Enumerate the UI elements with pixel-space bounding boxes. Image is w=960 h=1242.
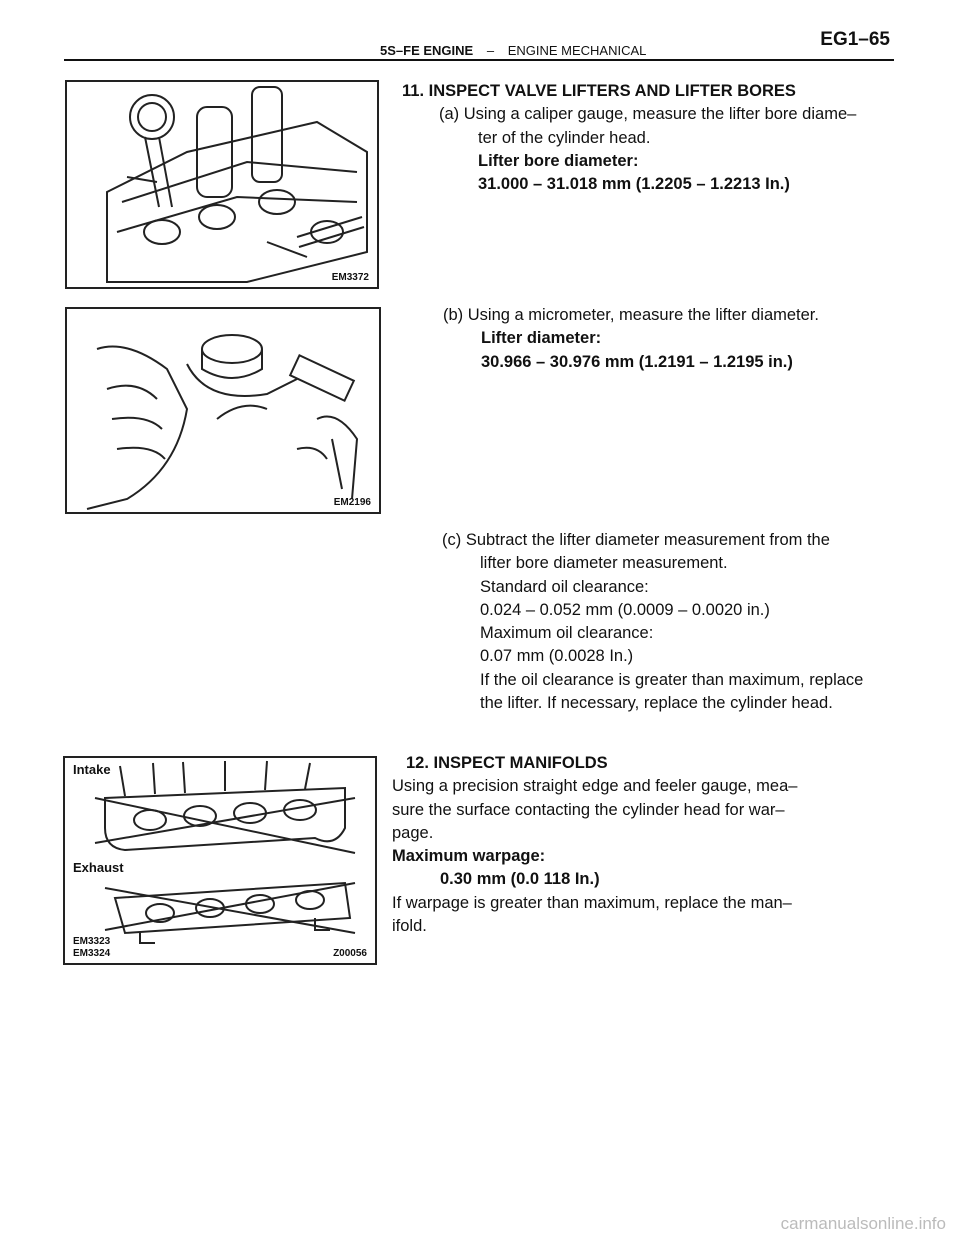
- figure-label-intake: Intake: [73, 762, 111, 777]
- spec-label: Maximum warpage:: [392, 847, 546, 866]
- step-text: sure the surface contacting the cylinder head for war–: [392, 800, 785, 819]
- page-number: EG1–65: [820, 29, 890, 50]
- step-note: ifold.: [392, 917, 427, 936]
- step-text: (a) Using a caliper gauge, measure the lifter bore diame–: [439, 105, 857, 124]
- site-watermark: carmanualsonline.info: [780, 1214, 946, 1233]
- spec-label: Standard oil clearance:: [480, 577, 649, 596]
- header-rule: [64, 59, 894, 61]
- step-11a-block: [402, 80, 856, 196]
- spec-value: 31.000 – 31.018 mm (1.2205 – 1.2213 In.): [478, 175, 790, 194]
- micrometer-illustration: [67, 309, 379, 512]
- figure-code: EM3324: [73, 948, 111, 959]
- spec-value: 0.024 – 0.052 mm (0.0009 – 0.0020 in.): [480, 600, 770, 619]
- spec-label: Lifter diameter:: [481, 329, 602, 348]
- figure-code: EM2196: [333, 497, 371, 508]
- step-text: page.: [392, 823, 434, 842]
- step-11c-block: [442, 529, 863, 715]
- spec-value: 0.07 mm (0.0028 In.): [480, 647, 634, 666]
- spec-value: 0.30 mm (0.0 118 In.): [440, 870, 600, 889]
- caliper-gauge-illustration: [67, 82, 377, 287]
- spec-label: Maximum oil clearance:: [480, 624, 654, 643]
- header-section: 5S–FE ENGINE: [380, 43, 474, 58]
- section-heading: 12. INSPECT MANIFOLDS: [406, 754, 608, 772]
- step-12-block: [392, 752, 797, 938]
- section-heading: 11. INSPECT VALVE LIFTERS AND LIFTER BORES: [402, 82, 796, 100]
- figure-code: EM3372: [331, 272, 369, 283]
- page-header: [64, 26, 894, 62]
- step-note: the lifter. If necessary, replace the cylinder head.: [480, 694, 833, 713]
- figure-micrometer: [65, 307, 381, 514]
- figure-code: Z00056: [333, 948, 367, 959]
- header-separator: –: [486, 43, 495, 58]
- spec-label: Lifter bore diameter:: [478, 151, 639, 170]
- step-text: Using a precision straight edge and feeler gauge, mea–: [392, 777, 798, 796]
- step-text: lifter bore diameter measurement.: [480, 554, 728, 573]
- step-text: (c) Subtract the lifter diameter measurement from the: [442, 531, 830, 549]
- step-text: (b) Using a micrometer, measure the lifter diameter.: [443, 306, 819, 324]
- header-subsection: ENGINE MECHANICAL: [507, 43, 647, 58]
- step-text: ter of the cylinder head.: [478, 128, 651, 147]
- figure-manifolds: [63, 756, 377, 965]
- step-note: If the oil clearance is greater than maximum, replace: [480, 670, 864, 689]
- figure-caliper-gauge: [65, 80, 379, 289]
- spec-value: 30.966 – 30.976 mm (1.2191 – 1.2195 in.): [481, 352, 793, 371]
- header-section-title: [380, 43, 646, 58]
- figure-label-exhaust: Exhaust: [73, 860, 124, 875]
- step-11b-block: [443, 304, 819, 374]
- step-note: If warpage is greater than maximum, replace the man–: [392, 893, 792, 912]
- figure-code: EM3323: [73, 936, 111, 947]
